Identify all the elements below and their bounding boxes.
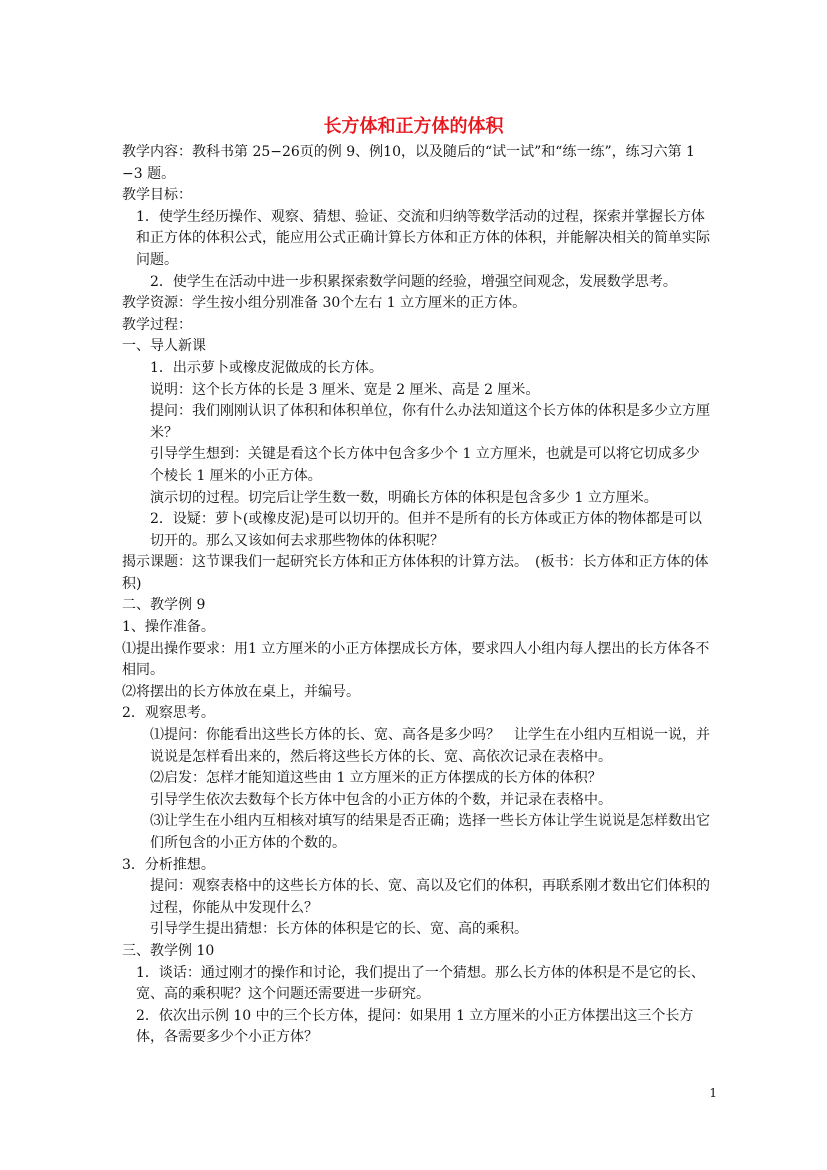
paragraph: ⑵启发：怎样才能知道这些由 1 立方厘米的正方体摆成的长方体的体积？ (150, 770, 602, 787)
page-number: 1 (709, 1086, 717, 1100)
paragraph: 2．观察思考。 (122, 705, 215, 722)
paragraph: 教学过程： (122, 316, 192, 333)
paragraph: 演示切的过程。切完后让学生数一数，明确长方体的体积是包含多少 1 立方厘米。 (150, 489, 658, 506)
paragraph: 2．设疑：萝卜(或橡皮泥)是可以切开的。但并不是所有的长方体或正方体的物体都是可以切开的。那么又该如何去求那些物体的体积呢？ (150, 511, 702, 549)
paragraph: 二、教学例 9 (122, 597, 206, 614)
document-body (122, 142, 710, 1049)
paragraph: ⑴提出操作要求：用1 立方厘米的小正方体摆成长方体，要求四人小组内每人摆出的长方体各不相同。 (122, 640, 710, 679)
paragraph: 教学内容：教科书第 25−26页的例 9、例10，以及随后的“试一试”和“练一练”，练习六第 1−3 题。 (122, 144, 695, 182)
paragraph: 1．使学生经历操作、观察、猜想、验证、交流和归纳等数学活动的过程，探索并掌握长方体和正方体的体积公式，能应用公式正确计算长方体和正方体的体积，并能解决相关的简单实际问题。 (136, 208, 710, 268)
paragraph: 提问：我们刚刚认识了体积和体积单位，你有什么办法知道这个长方体的体积是多少立方厘米？ (150, 403, 710, 441)
paragraph: 提问：观察表格中的这些长方体的长、宽、高以及它们的体积，再联系刚才数出它们体积的过程，你能从中发现什么？ (150, 878, 710, 916)
paragraph: ⑴提问：你能看出这些长方体的长、宽、高各是多少吗？ 让学生在小组内互相说一说，并说说是怎样看出来的，然后将这些长方体的长、宽、高依次记录在表格中。 (150, 727, 710, 765)
paragraph: 引导学生提出猜想：长方体的体积是它的长、宽、高的乘积。 (150, 921, 528, 938)
paragraph: 教学资源：学生按小组分别准备 30个左右 1 立方厘米的正方体。 (122, 295, 527, 312)
paragraph: 说明：这个长方体的长是 3 厘米、宽是 2 厘米、高是 2 厘米。 (150, 381, 540, 398)
paragraph: ⑵将摆出的长方体放在桌上，并编号。 (122, 683, 360, 700)
paragraph: 揭示课题：这节课我们一起研究长方体和正方体体积的计算方法。 (板书：长方体和正方体的体积) (122, 554, 709, 592)
paragraph: 1．出示萝卜或橡皮泥做成的长方体。 (150, 359, 383, 376)
paragraph: 2．使学生在活动中进一步积累探索数学问题的经验，增强空间观念，发展数学思考。 (150, 273, 677, 290)
paragraph: ⑶让学生在小组内互相核对填写的结果是否正确；选择一些长方体让学生说说是怎样数出它们所包含的小正方体的个数的。 (150, 813, 710, 851)
paragraph: 教学目标： (122, 187, 192, 204)
paragraph: 一、导人新课 (122, 338, 206, 355)
paragraph: 引导学生想到：关键是看这个长方体中包含多少个 1 立方厘米，也就是可以将它切成多少个棱长 1 厘米的小正方体。 (150, 446, 700, 484)
paragraph: 2．依次出示例 10 中的三个长方体，提问：如果用 1 立方厘米的小正方体摆出这三个长方体，各需要多少个小正方体？ (136, 1007, 694, 1046)
paragraph: 引导学生依次去数每个长方体中包含的小正方体的个数，并记录在表格中。 (150, 791, 612, 808)
paragraph: 1、操作准备。 (122, 619, 215, 636)
paragraph: 三、教学例 10 (122, 942, 215, 959)
paragraph: 1．谈话：通过刚才的操作和讨论，我们提出了一个猜想。那么长方体的体积是不是它的长、宽、高的乘积呢？这个问题还需要进一步研究。 (136, 964, 705, 1003)
paragraph: 3．分析推想。 (122, 856, 215, 873)
document-title: 长方体和正方体的体积 (323, 116, 504, 137)
